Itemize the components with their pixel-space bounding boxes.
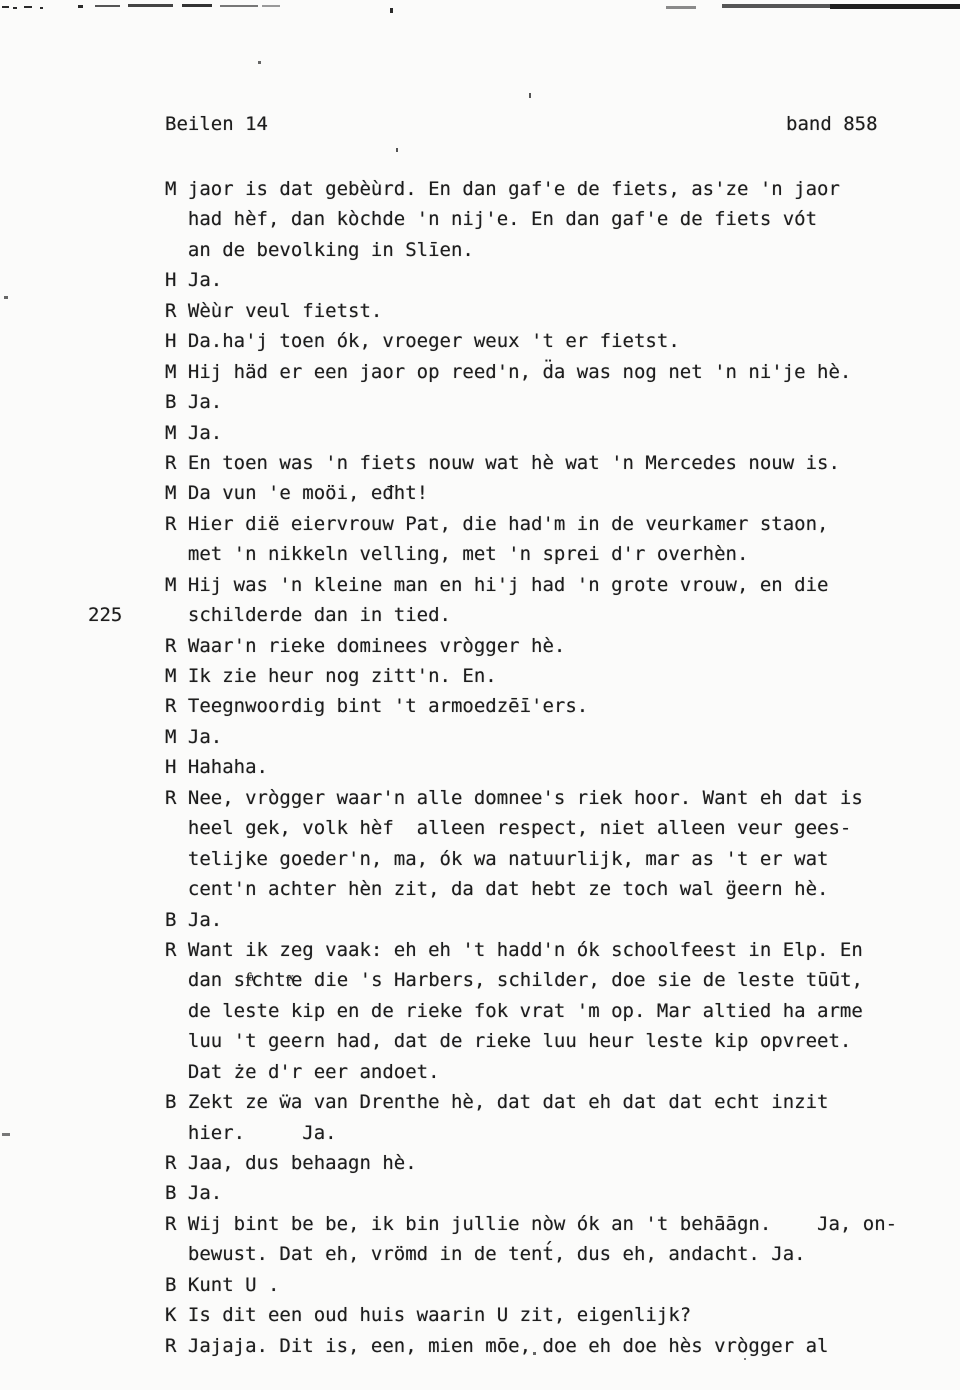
scan-artifact [390, 8, 393, 13]
transcript-line: R En toen was 'n fiets nouw wat hè wat 'n Mercedes nouw is. [165, 451, 840, 474]
transcript-line: R Hier dië eiervrouw Pat, die had'm in de veurkamer staon, [165, 512, 829, 535]
transcript-line: met 'n nikkeln velling, met 'n sprei d'r overhèn. [165, 543, 749, 566]
scan-artifact [220, 5, 258, 7]
transcript-line: B Ja. [165, 391, 223, 414]
scan-artifact [78, 5, 83, 8]
transcript-line: schilderde dan in tied. [165, 604, 451, 627]
transcript-line: B Ja. [165, 908, 223, 931]
transcript-line: B Zekt ze ẅa van Drenthe hè, dat dat eh dat dat echt inzit [165, 1091, 829, 1114]
transcript-line: an de bevolking in Slīen. [165, 238, 474, 261]
document-title: Beilen 14 [165, 113, 268, 135]
transcript-line: hier. Ja. [165, 1121, 337, 1144]
scan-artifact [830, 4, 960, 9]
transcript-line: luu 't geern had, dat de rieke luu heur leste kip opvreet. [165, 1030, 852, 1053]
transcript [165, 174, 897, 1361]
transcript-line: M jaor is dat gebèùrd. En dan gaf'e de fiets, as'ze 'n jaor [165, 178, 840, 200]
transcript-line: M Ja. [165, 421, 223, 444]
transcript-line: M Da vun 'e moöi, eđht! [165, 482, 429, 505]
transcript-line: B Ja. [165, 1182, 223, 1205]
transcript-line: R Want ik zeg vaak: eh eh 't hadd'n ók schoolfeest in Elp. En [165, 938, 863, 961]
transcript-line: M Hij häd er een jaor op reed'n, d̈a was nog net 'n ni'je hè. [165, 360, 852, 383]
scan-artifact [182, 4, 212, 7]
transcript-line: B Kunt U . [165, 1273, 280, 1296]
margin-line-number: 225 [88, 604, 123, 627]
scan-artifact [13, 7, 17, 9]
transcript-line: H Hahaha. [165, 756, 268, 779]
scan-artifact [722, 4, 832, 8]
transcript-line: heel gek, volk hèf alleen respect, niet alleen veur gees- [165, 817, 852, 840]
scan-artifact [262, 5, 280, 7]
scan-artifact [95, 5, 120, 7]
transcript-line: R Nee, vrògger waar'n alle domnee's riek hoor. Want eh dat is [165, 786, 863, 809]
scan-artifact [4, 296, 8, 299]
scan-artifact [2, 1133, 10, 1136]
transcript-line: de leste kip en de rieke fok vrat 'm op. Mar altied ha arme [165, 999, 863, 1022]
transcript-line: M Hij was 'n kleine man en hi'j had 'n grote vrouw, en die [165, 573, 829, 596]
transcript-line: H Da.ha'j toen ók, vroeger weux 't er fietst. [165, 330, 680, 353]
transcript-line: K Is dit een oud huis waarin U zit, eigenlijk? [165, 1304, 692, 1327]
scan-artifact [128, 4, 173, 7]
transcript-line: H Ja. [165, 269, 223, 292]
transcript-line: dan sfͣchttͯe die 's Harbers, schilder, doe sie de leste tūūt, [165, 969, 863, 992]
transcript-line: R Teegnwoordig bint 't armoedzēī'ers. [165, 695, 589, 718]
transcript-line: R Jaa, dus behaagn hè. [165, 1152, 417, 1174]
transcript-line: R Wij bint be be, ik bin jullie nòw ók an 't behāāgn. Ja, on- [165, 1212, 898, 1235]
scan-artifact [258, 61, 261, 64]
scan-artifact [396, 148, 398, 152]
transcript-line: Dat że d'r eer andoet. [165, 1060, 440, 1083]
transcript-line: R Waar'n rieke dominees vrògger hè. [165, 634, 566, 657]
scan-artifact [529, 93, 531, 98]
transcript-line: R Wèùr veul fietst. [165, 299, 383, 322]
transcript-line: M Ik zie heur nog zitt'n. En. [165, 665, 497, 687]
band-number: band 858 [786, 113, 878, 135]
scan-artifact [2, 6, 9, 8]
scan-artifact [24, 6, 32, 8]
transcript-line: telijke goeder'n, ma, ók wa natuurlijk, mar as 't er wat [165, 847, 829, 870]
transcript-line: had hèf, dan kòchde 'n nij'e. En dan gaf'e de fiets vót [165, 208, 818, 231]
scan-artifact [40, 7, 43, 9]
transcript-line: M Ja. [165, 725, 223, 748]
transcript-line: cent'n achter hèn zit, da dat hebt ze toch wal g̈eern hè. [165, 878, 829, 901]
transcript-line: R Jajaja. Dit is, een, mien mōe, doe eh doe hès vrògger al [165, 1334, 829, 1357]
scan-artifact [666, 6, 696, 9]
transcript-line: bewust. Dat eh, vrömd in de tent́, dus eh, andacht. Ja. [165, 1243, 806, 1266]
